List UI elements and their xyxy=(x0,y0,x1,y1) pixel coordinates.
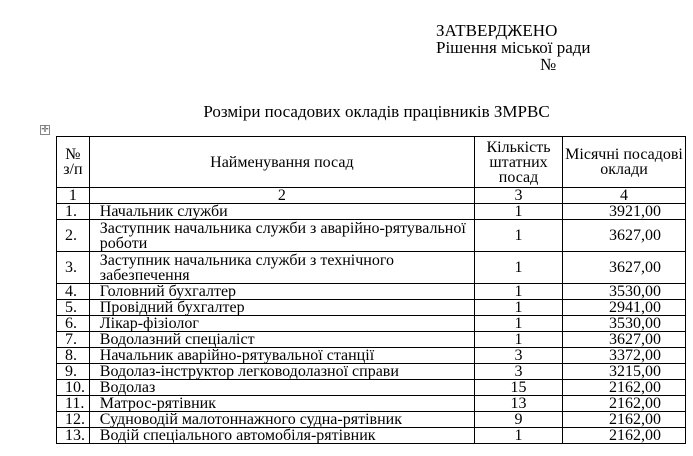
salary-amount: 3921,00 xyxy=(563,204,686,220)
salary-amount: 3215,00 xyxy=(563,364,686,380)
position-name: Водолазний спеціаліст xyxy=(89,332,474,348)
header-salary: Місячні посадові оклади xyxy=(563,137,686,188)
position-count: 1 xyxy=(474,284,562,300)
salary-amount: 3627,00 xyxy=(563,332,686,348)
column-number-row xyxy=(57,188,686,204)
salary-table xyxy=(56,136,686,444)
table-row xyxy=(57,252,686,284)
table-body xyxy=(57,204,686,444)
position-name: Водолаз xyxy=(89,380,474,396)
position-name: Провідний бухгалтер xyxy=(89,300,474,316)
position-name: Матрос-рятівник xyxy=(89,396,474,412)
position-name: Лікар-фізіолог xyxy=(89,316,474,332)
approval-heading: ЗАТВЕРДЖЕНО xyxy=(436,21,558,40)
table-row xyxy=(57,428,686,444)
header-name: Найменування посад xyxy=(89,137,474,188)
position-name: Головний бухгалтер xyxy=(89,284,474,300)
position-name: Водій спеціального автомобіля-рятівник xyxy=(89,428,474,444)
table-row xyxy=(57,364,686,380)
column-number: 1 xyxy=(57,188,90,204)
table-move-handle-icon[interactable]: ✛ xyxy=(41,125,49,135)
table-row xyxy=(57,380,686,396)
table-row xyxy=(57,396,686,412)
table-row xyxy=(57,284,686,300)
column-number: 4 xyxy=(563,188,686,204)
salary-amount: 3627,00 xyxy=(563,220,686,252)
position-count: 1 xyxy=(474,316,562,332)
row-number: 5. xyxy=(57,300,90,316)
position-count: 1 xyxy=(474,220,562,252)
salary-amount: 2162,00 xyxy=(563,412,686,428)
table-header-row xyxy=(57,137,686,188)
position-count: 3 xyxy=(474,364,562,380)
row-number: 1. xyxy=(57,204,90,220)
position-count: 1 xyxy=(474,332,562,348)
table-row xyxy=(57,332,686,348)
salary-amount: 3530,00 xyxy=(563,316,686,332)
row-number: 2. xyxy=(57,220,90,252)
approval-stamp xyxy=(436,22,591,73)
salary-amount: 2162,00 xyxy=(563,380,686,396)
position-count: 13 xyxy=(474,396,562,412)
position-count: 1 xyxy=(474,428,562,444)
row-number: 12. xyxy=(57,412,90,428)
table-row xyxy=(57,300,686,316)
position-count: 9 xyxy=(474,412,562,428)
position-name: Судноводій малотоннажного судна-рятівник xyxy=(89,412,474,428)
position-count: 1 xyxy=(474,252,562,284)
position-name: Начальник служби xyxy=(89,204,474,220)
position-name: Начальник аварійно-рятувальної станції xyxy=(89,348,474,364)
approval-number: № xyxy=(540,55,557,74)
position-name: Заступник начальника служби з технічного забезпечення xyxy=(89,252,474,284)
row-number: 6. xyxy=(57,316,90,332)
salary-amount: 3627,00 xyxy=(563,252,686,284)
table-row xyxy=(57,316,686,332)
table-row xyxy=(57,204,686,220)
document-title: Розміри посадових окладів працівників ЗМРВС xyxy=(203,102,550,121)
row-number: 9. xyxy=(57,364,90,380)
salary-amount: 3530,00 xyxy=(563,284,686,300)
table-row xyxy=(57,220,686,252)
header-count: Кількість штатних посад xyxy=(474,137,562,188)
position-name: Водолаз-інструктор легководолазної справи xyxy=(89,364,474,380)
position-count: 1 xyxy=(474,204,562,220)
row-number: 11. xyxy=(57,396,90,412)
table-row xyxy=(57,348,686,364)
header-num: № з/п xyxy=(57,137,90,188)
position-name: Заступник начальника служби з аварійно-рятувальної роботи xyxy=(89,220,474,252)
salary-amount: 2162,00 xyxy=(563,396,686,412)
salary-amount: 3372,00 xyxy=(563,348,686,364)
row-number: 3. xyxy=(57,252,90,284)
row-number: 4. xyxy=(57,284,90,300)
position-count: 1 xyxy=(474,300,562,316)
position-count: 15 xyxy=(474,380,562,396)
salary-amount: 2941,00 xyxy=(563,300,686,316)
approval-authority: Рішення міської ради xyxy=(436,38,591,57)
row-number: 13. xyxy=(57,428,90,444)
salary-amount: 2162,00 xyxy=(563,428,686,444)
position-count: 3 xyxy=(474,348,562,364)
row-number: 8. xyxy=(57,348,90,364)
column-number: 3 xyxy=(474,188,562,204)
column-number: 2 xyxy=(89,188,474,204)
row-number: 10. xyxy=(57,380,90,396)
row-number: 7. xyxy=(57,332,90,348)
table-row xyxy=(57,412,686,428)
